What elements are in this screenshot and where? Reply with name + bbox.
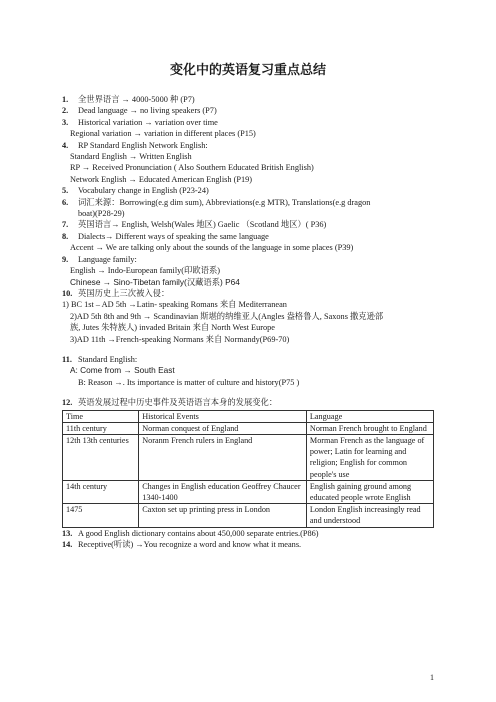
page-title: 变化中的英语复习重点总结 <box>169 62 326 77</box>
list-item-continuation: 3)AD 11th →French-speaking Normans 来自 Normandy(P69-70) <box>70 334 290 344</box>
list-item-continuation: Network English → Educated American English (P19) <box>70 174 253 184</box>
table-row <box>63 480 434 503</box>
table-header-row <box>63 410 434 422</box>
list-item: 13. A good English dictionary contains about 450,000 separate entries.(P86) <box>62 528 319 538</box>
list-item: 14. Receptive(听读) →You recognize a word and know what it means. <box>62 540 302 549</box>
spacer <box>62 345 434 354</box>
list-item: 11. Standard English: <box>62 354 138 364</box>
list-item: 10. 英国历史上三次被入侵： <box>62 288 170 298</box>
list-item-continuation: 1) BC 1st – AD 5th →Latin- speaking Romans 来自 Mediterranean <box>62 300 287 310</box>
table-cell: Caxton set up printing press in London <box>139 504 307 527</box>
table-cell: 11th century <box>63 422 139 434</box>
list-item: 9. Language family: <box>62 254 137 264</box>
page-number: 1 <box>430 673 434 682</box>
list-item-continuation: Accent → We are talking only about the sounds of the language in some places (P39) <box>70 243 354 253</box>
list-item: 4. RP Standard English Network English: <box>62 140 208 150</box>
list-item-continuation: English → Indo-European family(印欧语系) <box>70 266 221 276</box>
column-header-events: Historical Events <box>139 410 307 422</box>
list-item: 2. Dead language → no living speakers (P7) <box>62 106 217 116</box>
column-header-time: Time <box>63 410 139 422</box>
history-table <box>62 410 434 528</box>
list-item-continuation: boat)(P28-29) <box>78 209 125 219</box>
list-item: 3. Historical variation → variation over time <box>62 117 218 127</box>
list-item: 5. Vocabulary change in English (P23-24) <box>62 186 209 196</box>
list-item: 12. 英语发展过程中历史事件及英语语言本身的发展变化： <box>62 398 278 408</box>
table-cell: Changes in English education Geoffrey Chaucer 1340-1400 <box>139 480 307 503</box>
table-cell: London English increasingly read and understood <box>306 504 433 527</box>
list-item: 7. 英国语言→ English, Welsh(Wales 地区) Gaelic （Scotland 地区）( P36) <box>62 220 327 230</box>
table-row <box>63 422 434 434</box>
spacer <box>62 388 434 397</box>
list-item-continuation: Chinese → Sino-Tibetan family(汉藏语系) P64 <box>70 276 240 287</box>
list-item-continuation: Standard English → Written English <box>70 152 192 162</box>
list-item-continuation: RP → Received Pronunciation ( Also Southern Educated British English) <box>70 163 314 173</box>
list-item-continuation: 2)AD 5th 8th and 9th → Scandinavian 斯堪的纳维亚人(Angles 盎格鲁人, Saxons 撒克逊部 <box>70 311 384 321</box>
list-item: 8. Dialects→ Different ways of speaking the same language <box>62 231 269 241</box>
table-cell: 12th 13th centuries <box>63 434 139 480</box>
table-cell: Noranm French rulers in England <box>139 434 307 480</box>
list-item-continuation: A: Come from → South East <box>70 365 175 376</box>
column-header-language: Language <box>306 410 433 422</box>
list-item: 1. 全世界语言 → 4000-5000 种 (P7) <box>62 95 195 104</box>
table-row <box>63 504 434 527</box>
table-row <box>63 434 434 480</box>
table-cell: Norman French brought to England <box>306 422 433 434</box>
table-cell: 14th century <box>63 480 139 503</box>
table-cell: Morman French as the language of power; Latin for learning and religion; English for common people's use <box>306 434 433 480</box>
list-item-continuation: Regional variation → variation in different places (P15) <box>70 129 256 139</box>
list-item: 6. 词汇来源：Borrowing(e.g dim sum), Abbreviations(e.g MTR), Translations(e.g dragon <box>62 197 371 207</box>
list-item-continuation: B: Reason →. Its importance is matter of culture and history(P75 ) <box>78 377 300 387</box>
table-cell: 1475 <box>63 504 139 527</box>
list-item-continuation: 族, Jutes 朱特族人) invaded Britain 来自 North West Europe <box>70 323 275 333</box>
table-cell: Norman conquest of England <box>139 422 307 434</box>
table-cell: English gaining ground among educated people wrote English <box>306 480 433 503</box>
